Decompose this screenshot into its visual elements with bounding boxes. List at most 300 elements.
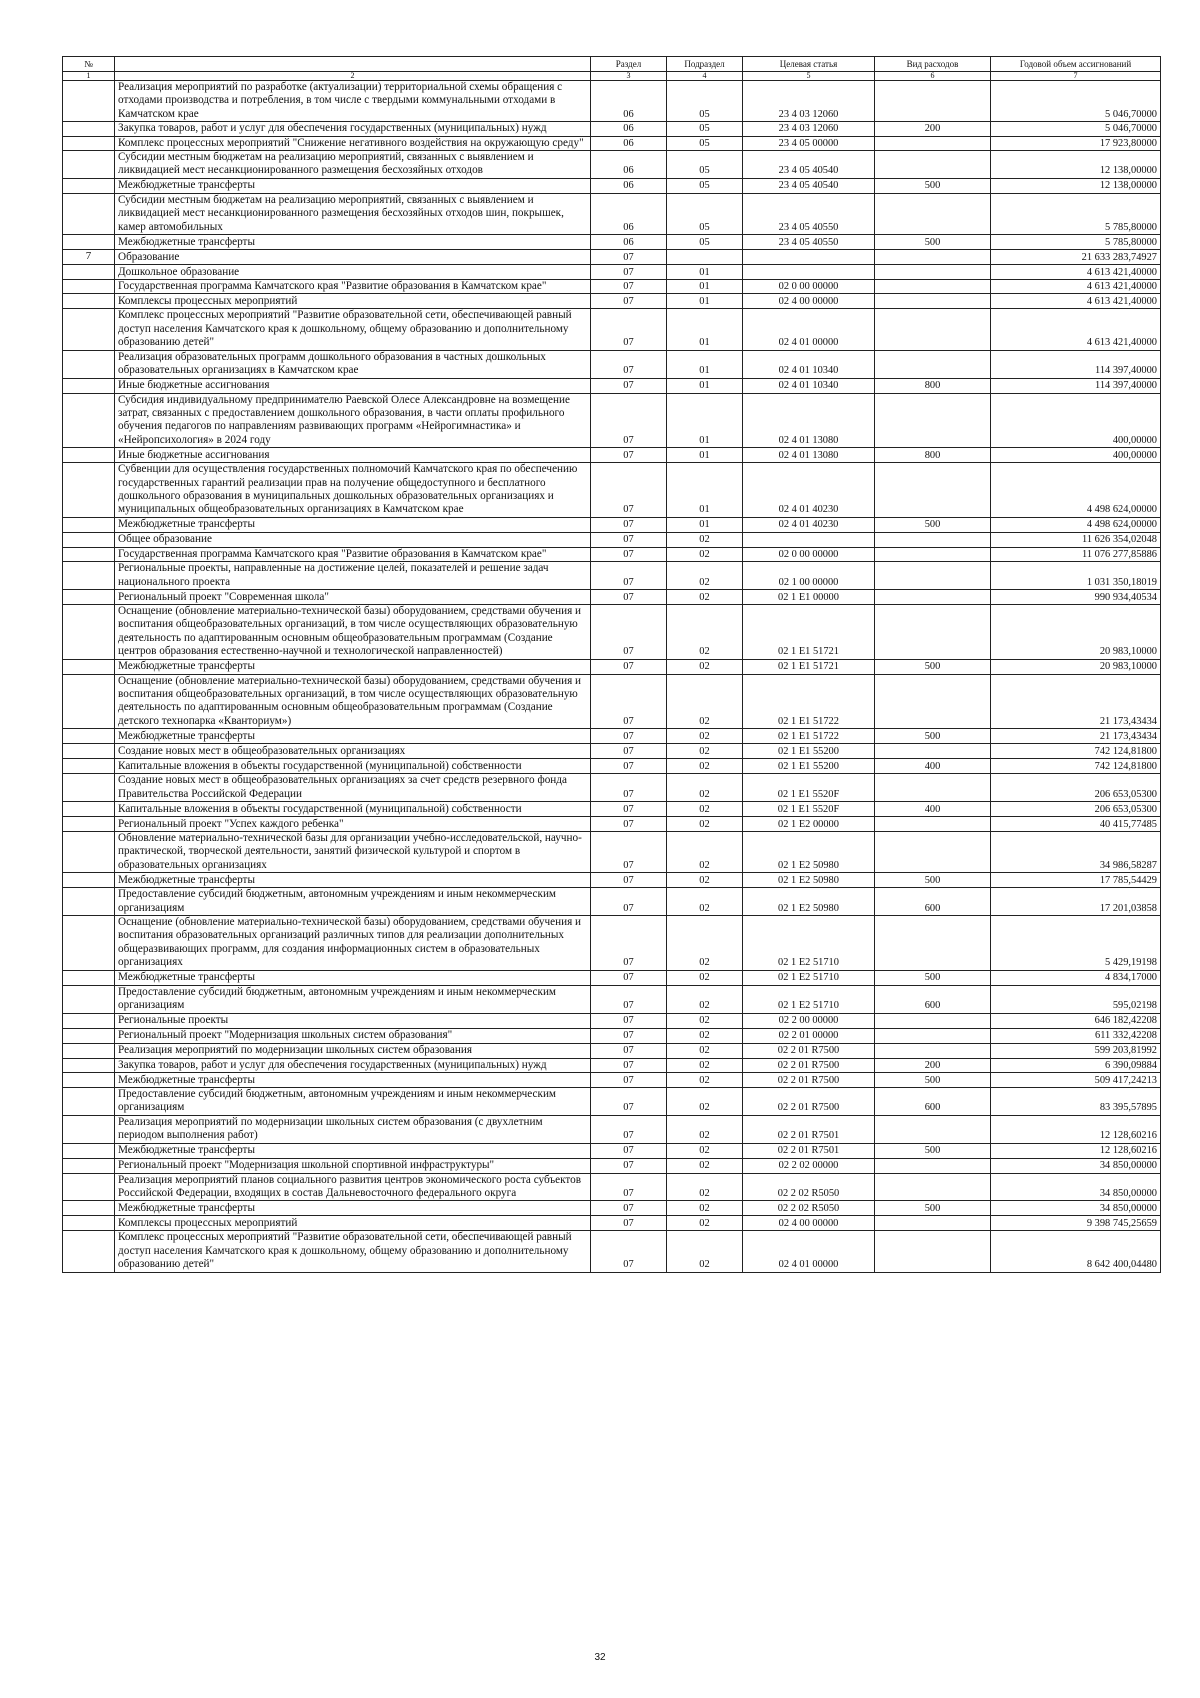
row-target-article: 02 4 01 00000 [743,309,875,350]
row-amount: 34 986,58287 [991,832,1161,873]
row-number [63,1115,115,1143]
row-razdel: 07 [591,378,667,393]
row-podrazdel: 02 [667,1216,743,1231]
row-razdel: 07 [591,265,667,280]
row-number [63,674,115,729]
row-podrazdel: 02 [667,1028,743,1043]
row-razdel: 07 [591,1013,667,1028]
table-row [63,193,1161,234]
row-name: Государственная программа Камчатского края "Развитие образования в Камчатском крае" [115,280,591,294]
row-expense-type: 800 [875,448,991,463]
table-row [63,802,1161,817]
row-number [63,1216,115,1231]
row-expense-type: 500 [875,235,991,250]
row-expense-type [875,589,991,604]
row-razdel: 07 [591,970,667,985]
table-row [63,265,1161,280]
row-target-article: 02 4 01 40230 [743,517,875,532]
row-name: Комплексы процессных мероприятий [115,1216,591,1231]
row-expense-type [875,151,991,179]
row-podrazdel: 02 [667,1158,743,1173]
row-expense-type: 400 [875,759,991,774]
row-target-article: 02 2 01 R7501 [743,1143,875,1158]
row-name: Комплекс процессных мероприятий "Снижение негативного воздействия на окружающую среду" [115,136,591,150]
row-podrazdel: 02 [667,729,743,744]
row-name: Межбюджетные трансферты [115,1201,591,1216]
row-podrazdel: 02 [667,1043,743,1058]
row-number [63,1173,115,1201]
row-number [63,1028,115,1043]
table-row [63,832,1161,873]
budget-sheet [62,56,1160,1273]
row-name: Реализация мероприятий по модернизации школьных систем образования [115,1043,591,1058]
row-number [63,294,115,309]
row-amount: 5 046,70000 [991,122,1161,136]
row-number [63,1231,115,1272]
row-podrazdel: 05 [667,136,743,150]
row-name: Реализация мероприятий по разработке (актуализации) территориальной схемы обращения с отходами производства и потребления, в том числе с твердыми коммунальными отходами в Камчатском крае [115,81,591,122]
table-row [63,589,1161,604]
row-amount: 4 613 421,40000 [991,294,1161,309]
row-razdel: 07 [591,1216,667,1231]
row-target-article: 02 1 Е2 51710 [743,916,875,971]
table-row [63,729,1161,744]
row-amount: 509 417,24213 [991,1072,1161,1087]
table-row [63,916,1161,971]
row-target-article: 02 0 00 00000 [743,280,875,294]
row-amount: 34 850,00000 [991,1173,1161,1201]
header-number-3: 3 [591,72,667,81]
table-row [63,1043,1161,1058]
table-row [63,1231,1161,1272]
row-amount: 4 613 421,40000 [991,309,1161,350]
table-row [63,817,1161,832]
row-amount: 83 395,57895 [991,1087,1161,1115]
row-name: Капитальные вложения в объекты государственной (муниципальной) собственности [115,759,591,774]
row-number [63,81,115,122]
header-name [115,57,591,72]
row-amount: 4 613 421,40000 [991,265,1161,280]
row-number [63,832,115,873]
row-amount: 20 983,10000 [991,659,1161,674]
table-row [63,1158,1161,1173]
row-expense-type [875,1173,991,1201]
row-name: Капитальные вложения в объекты государственной (муниципальной) собственности [115,802,591,817]
row-podrazdel: 02 [667,744,743,759]
row-name: Региональный проект "Современная школа" [115,589,591,604]
row-expense-type: 200 [875,122,991,136]
row-name: Оснащение (обновление материально-технической базы) оборудованием, средствами обучения и воспитания образовательных организаций различных типов для реализации дополнительных общеразвивающих программ, для создания информационных систем в образовательных организациях [115,916,591,971]
row-razdel: 06 [591,151,667,179]
row-number [63,562,115,590]
header-no: № [63,57,115,72]
row-number [63,1158,115,1173]
row-number: 7 [63,250,115,265]
row-expense-type: 500 [875,1201,991,1216]
row-amount: 206 653,05300 [991,802,1161,817]
row-amount: 17 201,03858 [991,888,1161,916]
row-target-article: 02 4 00 00000 [743,1216,875,1231]
row-expense-type: 600 [875,985,991,1013]
row-number [63,532,115,547]
table-row [63,517,1161,532]
row-razdel: 07 [591,1043,667,1058]
row-podrazdel: 02 [667,589,743,604]
table-row [63,294,1161,309]
row-number [63,589,115,604]
row-target-article: 02 2 01 R7500 [743,1058,875,1072]
row-razdel: 07 [591,1058,667,1072]
table-row [63,970,1161,985]
table-row [63,235,1161,250]
table-header [63,57,1161,81]
table-row [63,873,1161,888]
row-podrazdel: 01 [667,265,743,280]
row-target-article: 23 4 03 12060 [743,81,875,122]
row-target-article: 23 4 03 12060 [743,122,875,136]
row-podrazdel: 02 [667,873,743,888]
row-target-article: 02 1 Е2 50980 [743,873,875,888]
header-number-1: 1 [63,72,115,81]
budget-table [62,56,1161,1273]
page-number: 32 [594,1652,606,1663]
row-expense-type [875,1013,991,1028]
row-target-article: 02 4 01 10340 [743,350,875,378]
row-name: Комплекс процессных мероприятий "Развитие образовательной сети, обеспечивающей равный доступ населения Камчатского края к дошкольному, общему образованию и дополнительному образованию детей" [115,309,591,350]
row-expense-type: 600 [875,1087,991,1115]
row-name: Общее образование [115,532,591,547]
row-razdel: 07 [591,532,667,547]
row-expense-type [875,562,991,590]
row-expense-type: 600 [875,888,991,916]
row-razdel: 07 [591,517,667,532]
row-number [63,448,115,463]
row-number [63,817,115,832]
table-row [63,604,1161,659]
row-podrazdel: 01 [667,280,743,294]
row-name: Предоставление субсидий бюджетным, автономным учреждениям и иным некоммерческим организациям [115,1087,591,1115]
row-podrazdel: 05 [667,151,743,179]
row-name: Межбюджетные трансферты [115,729,591,744]
header-razdel: Раздел [591,57,667,72]
row-podrazdel: 02 [667,1087,743,1115]
row-podrazdel: 02 [667,1231,743,1272]
row-razdel: 07 [591,659,667,674]
row-target-article: 23 4 05 40550 [743,193,875,234]
row-number [63,873,115,888]
row-amount: 34 850,00000 [991,1201,1161,1216]
row-name: Закупка товаров, работ и услуг для обеспечения государственных (муниципальных) нужд [115,1058,591,1072]
row-number [63,393,115,448]
row-name: Межбюджетные трансферты [115,970,591,985]
row-amount: 1 031 350,18019 [991,562,1161,590]
row-razdel: 07 [591,1115,667,1143]
row-amount: 742 124,81800 [991,759,1161,774]
row-target-article: 23 4 05 40550 [743,235,875,250]
row-number [63,1143,115,1158]
row-podrazdel: 02 [667,970,743,985]
row-name: Создание новых мест в общеобразовательных организациях [115,744,591,759]
row-razdel: 07 [591,916,667,971]
table-body [63,81,1161,1273]
row-name: Образование [115,250,591,265]
row-podrazdel: 01 [667,294,743,309]
table-row [63,759,1161,774]
table-row [63,1201,1161,1216]
table-row [63,1013,1161,1028]
row-amount: 11 626 354,02048 [991,532,1161,547]
row-amount: 12 138,00000 [991,151,1161,179]
row-name: Иные бюджетные ассигнования [115,448,591,463]
row-target-article: 02 2 02 R5050 [743,1173,875,1201]
row-number [63,1087,115,1115]
row-expense-type [875,1231,991,1272]
row-amount: 11 076 277,85886 [991,547,1161,561]
row-target-article: 02 1 Е1 51721 [743,659,875,674]
table-row [63,532,1161,547]
row-expense-type: 400 [875,802,991,817]
row-podrazdel: 02 [667,674,743,729]
table-row [63,448,1161,463]
row-podrazdel: 02 [667,562,743,590]
row-amount: 4 613 421,40000 [991,280,1161,294]
row-number [63,774,115,802]
row-podrazdel: 01 [667,448,743,463]
row-name: Межбюджетные трансферты [115,1072,591,1087]
table-row [63,350,1161,378]
row-number [63,122,115,136]
row-number [63,1058,115,1072]
row-razdel: 07 [591,1028,667,1043]
row-number [63,547,115,561]
row-amount: 21 173,43434 [991,674,1161,729]
row-podrazdel: 02 [667,817,743,832]
row-razdel: 07 [591,463,667,518]
row-razdel: 07 [591,1158,667,1173]
row-target-article: 23 4 05 00000 [743,136,875,150]
header-amount: Годовой объем ассигнований [991,57,1161,72]
row-podrazdel: 02 [667,1201,743,1216]
row-target-article: 02 1 Е1 5520F [743,802,875,817]
row-amount: 4 498 624,00000 [991,463,1161,518]
table-row [63,136,1161,150]
row-number [63,309,115,350]
row-number [63,1072,115,1087]
row-amount: 21 173,43434 [991,729,1161,744]
row-podrazdel: 02 [667,759,743,774]
row-amount: 5 785,80000 [991,235,1161,250]
row-amount: 12 128,60216 [991,1115,1161,1143]
row-podrazdel: 01 [667,517,743,532]
row-podrazdel: 02 [667,1072,743,1087]
row-name: Комплекс процессных мероприятий "Развитие образовательной сети, обеспечивающей равный доступ населения Камчатского края к дошкольному, общему образованию и дополнительному образованию детей" [115,1231,591,1272]
row-razdel: 07 [591,604,667,659]
row-razdel: 07 [591,1087,667,1115]
row-number [63,759,115,774]
header-number-7: 7 [991,72,1161,81]
table-row [63,1058,1161,1072]
row-expense-type [875,81,991,122]
row-expense-type: 500 [875,659,991,674]
row-podrazdel: 02 [667,547,743,561]
table-row [63,1072,1161,1087]
row-number [63,350,115,378]
row-amount: 611 332,42208 [991,1028,1161,1043]
row-amount: 990 934,40534 [991,589,1161,604]
row-target-article: 23 4 05 40540 [743,151,875,179]
row-amount: 34 850,00000 [991,1158,1161,1173]
row-target-article: 02 2 01 R7500 [743,1072,875,1087]
table-row [63,1173,1161,1201]
row-target-article: 02 1 Е1 5520F [743,774,875,802]
row-target-article: 02 1 Е1 55200 [743,759,875,774]
row-expense-type [875,916,991,971]
row-razdel: 07 [591,448,667,463]
row-expense-type: 500 [875,1072,991,1087]
row-razdel: 07 [591,350,667,378]
row-amount: 8 642 400,04480 [991,1231,1161,1272]
row-name: Субвенции для осуществления государственных полномочий Камчатского края по обеспечению государственных гарантий реализации прав на получение общедоступного и бесплатного дошкольного образования в муниципальных дошкольных образовательных организациях и муниципальных общеобразовательных организациях в Камчатском крае [115,463,591,518]
row-number [63,517,115,532]
row-name: Реализация мероприятий планов социального развития центров экономического роста субъектов Российской Федерации, входящих в состав Дальневосточного федерального округа [115,1173,591,1201]
row-razdel: 07 [591,832,667,873]
row-number [63,378,115,393]
row-target-article: 02 1 Е2 51710 [743,970,875,985]
row-target-article [743,250,875,265]
row-expense-type: 500 [875,178,991,193]
row-expense-type [875,1115,991,1143]
row-name: Создание новых мест в общеобразовательных организациях за счет средств резервного фонда Правительства Российской Федерации [115,774,591,802]
row-expense-type [875,280,991,294]
row-razdel: 07 [591,1072,667,1087]
row-razdel: 07 [591,817,667,832]
row-amount: 12 138,00000 [991,178,1161,193]
row-podrazdel: 05 [667,235,743,250]
row-target-article: 02 4 01 40230 [743,463,875,518]
row-expense-type [875,774,991,802]
row-podrazdel: 05 [667,178,743,193]
row-razdel: 07 [591,774,667,802]
row-number [63,916,115,971]
row-amount: 595,02198 [991,985,1161,1013]
table-row [63,1216,1161,1231]
row-razdel: 06 [591,122,667,136]
table-row [63,1087,1161,1115]
row-name: Региональные проекты, направленные на достижение целей, показателей и решение задач национального проекта [115,562,591,590]
table-row [63,985,1161,1013]
row-target-article: 02 2 01 00000 [743,1028,875,1043]
row-name: Закупка товаров, работ и услуг для обеспечения государственных (муниципальных) нужд [115,122,591,136]
row-amount: 5 046,70000 [991,81,1161,122]
row-target-article: 02 1 Е1 00000 [743,589,875,604]
header-podrazdel: Подраздел [667,57,743,72]
row-expense-type [875,393,991,448]
row-podrazdel: 01 [667,350,743,378]
header-number-4: 4 [667,72,743,81]
row-podrazdel: 02 [667,832,743,873]
row-amount: 17 785,54429 [991,873,1161,888]
row-razdel: 07 [591,888,667,916]
row-number [63,1043,115,1058]
row-podrazdel: 01 [667,393,743,448]
row-razdel: 07 [591,1201,667,1216]
row-razdel: 07 [591,250,667,265]
row-razdel: 07 [591,873,667,888]
header-expense: Вид расходов [875,57,991,72]
row-razdel: 06 [591,193,667,234]
row-razdel: 07 [591,562,667,590]
table-row [63,250,1161,265]
row-name: Оснащение (обновление материально-технической базы) оборудованием, средствами обучения и воспитания общеобразовательных организаций, в том числе осуществляющих образовательную деятельность по адаптированным основным общеобразовательным программам (Создание центров образования естественно-научной и технологической направленностей) [115,604,591,659]
header-number-2: 2 [115,72,591,81]
row-name: Межбюджетные трансферты [115,873,591,888]
row-target-article [743,265,875,280]
row-podrazdel: 02 [667,1143,743,1158]
row-target-article: 02 1 Е1 55200 [743,744,875,759]
row-podrazdel: 02 [667,774,743,802]
row-expense-type [875,1043,991,1058]
row-name: Реализация образовательных программ дошкольного образования в частных дошкольных образовательных организациях в Камчатском крае [115,350,591,378]
row-razdel: 07 [591,393,667,448]
row-number [63,729,115,744]
row-target-article: 02 2 02 R5050 [743,1201,875,1216]
row-number [63,744,115,759]
row-name: Обновление материально-технической базы для организации учебно-исследовательской, научно-практической, творческой деятельности, занятий физической культурой и спортом в образовательных организациях [115,832,591,873]
row-amount: 17 923,80000 [991,136,1161,150]
row-amount: 12 128,60216 [991,1143,1161,1158]
row-number [63,178,115,193]
row-podrazdel: 02 [667,604,743,659]
row-expense-type: 500 [875,729,991,744]
row-name: Государственная программа Камчатского края "Развитие образования в Камчатском крае" [115,547,591,561]
row-name: Субсидия индивидуальному предпринимателю Раевской Олесе Александровне на возмещение затрат, связанных с предоставлением дошкольного образования, в части оплаты профильного обучения педагогов по направлениям развивающих программ «Нейрогимнастика» и «Нейропсихология» в 2024 году [115,393,591,448]
row-amount: 9 398 745,25659 [991,1216,1161,1231]
row-target-article: 02 4 01 13080 [743,448,875,463]
row-amount: 20 983,10000 [991,604,1161,659]
row-number [63,1013,115,1028]
row-name: Иные бюджетные ассигнования [115,378,591,393]
table-row [63,674,1161,729]
row-razdel: 07 [591,729,667,744]
table-row [63,1115,1161,1143]
row-number [63,888,115,916]
row-expense-type [875,250,991,265]
row-expense-type: 500 [875,517,991,532]
row-number [63,463,115,518]
row-podrazdel: 01 [667,463,743,518]
row-expense-type [875,193,991,234]
row-number [63,265,115,280]
row-razdel: 07 [591,1231,667,1272]
row-name: Субсидии местным бюджетам на реализацию мероприятий, связанных с выявлением и ликвидацией мест несанкционированного размещения бесхозяйных отходов [115,151,591,179]
row-number [63,970,115,985]
header-number-5: 5 [743,72,875,81]
row-target-article: 02 4 01 00000 [743,1231,875,1272]
row-name: Межбюджетные трансферты [115,517,591,532]
row-podrazdel: 02 [667,532,743,547]
row-target-article: 02 2 01 R7500 [743,1043,875,1058]
table-row [63,393,1161,448]
row-expense-type [875,674,991,729]
row-razdel: 06 [591,81,667,122]
table-row [63,178,1161,193]
row-expense-type: 500 [875,970,991,985]
row-podrazdel: 05 [667,122,743,136]
row-target-article: 02 2 01 R7501 [743,1115,875,1143]
row-podrazdel: 02 [667,1115,743,1143]
table-row [63,744,1161,759]
header-target: Целевая статья [743,57,875,72]
